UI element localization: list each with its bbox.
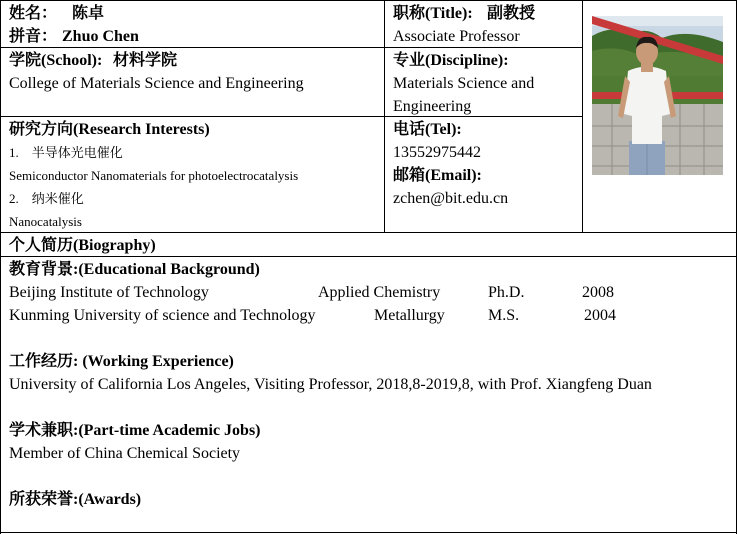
education-row-1-school: Beijing Institute of Technology bbox=[9, 284, 209, 301]
research-item-1-en: Semiconductor Nanomaterials for photoelectrocatalysis bbox=[9, 168, 299, 183]
border-bottom bbox=[0, 532, 737, 533]
pinyin-value: Zhuo Chen bbox=[62, 28, 139, 45]
discipline-value-line2: Engineering bbox=[393, 98, 472, 115]
parttime-text: Member of China Chemical Society bbox=[9, 445, 241, 462]
education-row-1-degree: Ph.D. bbox=[488, 284, 525, 301]
research-label: 研究方向(Research Interests) bbox=[9, 121, 210, 138]
profile-photo bbox=[592, 16, 723, 175]
work-heading: 工作经历: (Working Experience) bbox=[9, 353, 234, 370]
pinyin-label: 拼音： bbox=[9, 28, 58, 45]
education-row-2-school: Kunming University of science and Technology bbox=[9, 307, 316, 324]
parttime-heading: 学术兼职:(Part-time Academic Jobs) bbox=[9, 422, 261, 439]
row-divider-2 bbox=[0, 116, 583, 117]
discipline-label: 专业(Discipline): bbox=[393, 52, 509, 69]
name-label: 姓名： bbox=[9, 5, 58, 22]
education-heading: 教育背景:(Educational Background) bbox=[9, 261, 260, 278]
email-value: zchen@bit.edu.cn bbox=[393, 190, 509, 207]
education-row-2-year: 2004 bbox=[584, 307, 616, 324]
email-label: 邮箱(Email): bbox=[393, 167, 482, 184]
research-item-2-en: Nanocatalysis bbox=[9, 214, 82, 229]
education-row-1-major: Applied Chemistry bbox=[318, 284, 441, 301]
title-value-en: Associate Professor bbox=[393, 28, 520, 45]
awards-heading: 所获荣誉:(Awards) bbox=[9, 491, 142, 508]
education-row-1-year: 2008 bbox=[582, 284, 614, 301]
border-left bbox=[0, 0, 1, 534]
school-value-cn: 材料学院 bbox=[113, 52, 178, 69]
research-item-2-cn: 2. 纳米催化 bbox=[9, 191, 84, 206]
education-row-2-degree: M.S. bbox=[488, 307, 520, 324]
title-value-cn: 副教授 bbox=[487, 5, 536, 22]
tel-value: 13552975442 bbox=[393, 144, 481, 161]
title-label: 职称(Title): bbox=[393, 5, 473, 22]
school-value-en: College of Materials Science and Engineering bbox=[9, 75, 304, 92]
name-value: 陈卓 bbox=[72, 5, 105, 22]
biography-heading: 个人简历(Biography) bbox=[9, 237, 156, 254]
education-row-2-major: Metallurgy bbox=[374, 307, 445, 324]
school-label: 学院(School): bbox=[9, 52, 103, 69]
tel-label: 电话(Tel): bbox=[393, 121, 462, 138]
discipline-value-line1: Materials Science and bbox=[393, 75, 535, 92]
row-divider-3 bbox=[0, 232, 737, 233]
work-text: University of California Los Angeles, Visiting Professor, 2018,8-2019,8, with Prof. Xiangfeng Duan bbox=[9, 376, 652, 393]
research-item-1-cn: 1. 半导体光电催化 bbox=[9, 145, 123, 160]
border-top bbox=[0, 0, 737, 1]
